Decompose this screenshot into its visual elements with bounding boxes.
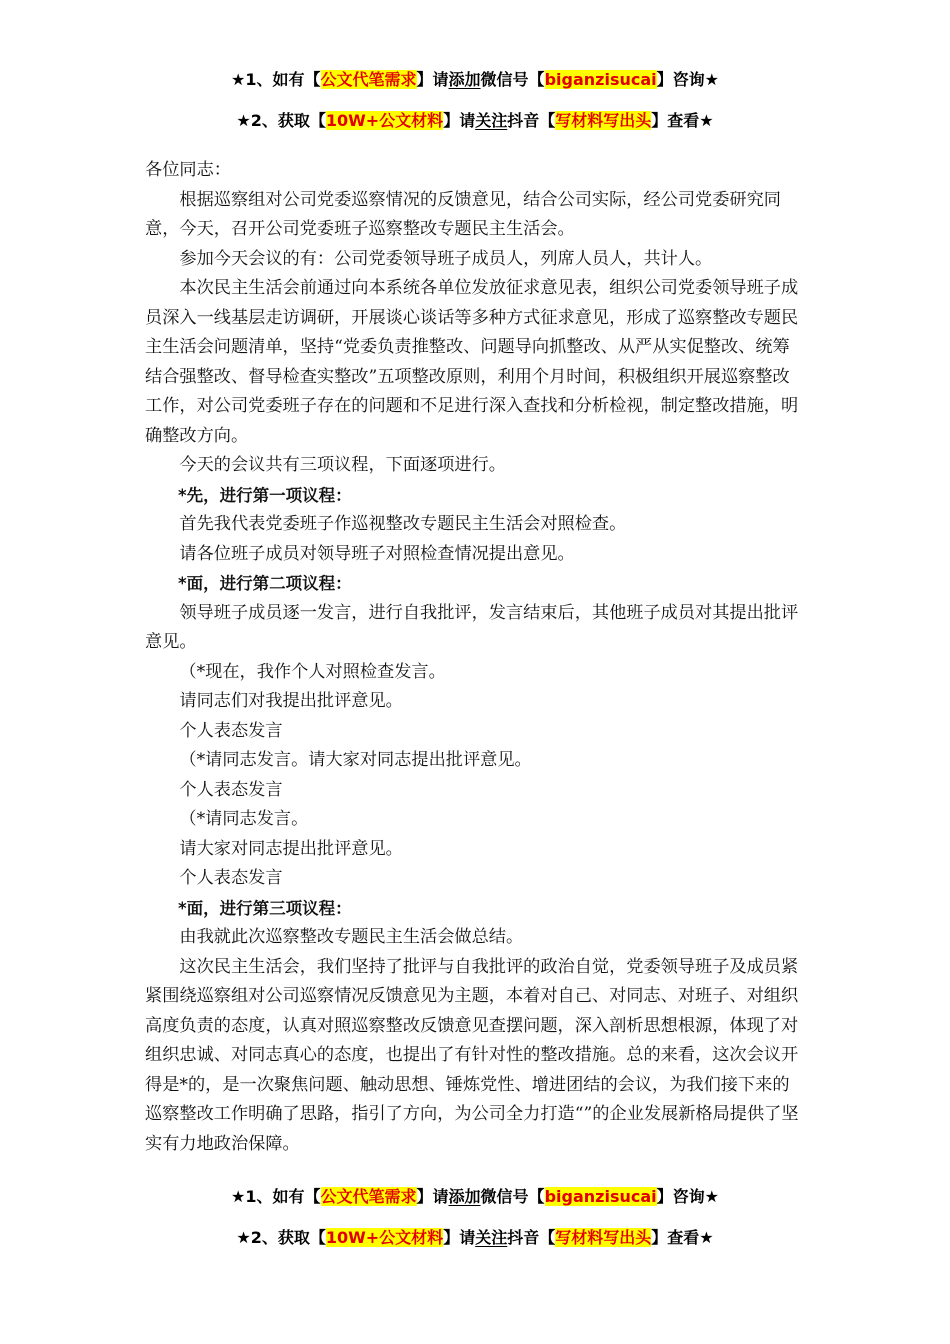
banner-highlight: 10W+公文材料 bbox=[325, 111, 444, 130]
banner-underline: 关注 bbox=[475, 111, 508, 130]
banner-bottom-line2 bbox=[0, 1227, 950, 1249]
paragraph: 今天的会议共有三项议程，下面逐项进行。 bbox=[179, 455, 506, 475]
document-body bbox=[145, 156, 805, 1159]
paragraph: （*现在，我作个人对照检查发言。 bbox=[179, 661, 446, 682]
banner-highlight: biganzisucai bbox=[544, 70, 657, 89]
paragraph: 这次民主生活会，我们坚持了批评与自我批评的政治自觉，党委领导班子及成员紧紧围绕巡察组对公司巡察情况反馈意见为主题，本着对自己、对同志、对班子、对组织高度负责的态度，认真对照巡察整改反馈意见查摆问题，深入剖析思想根源，体现了对组织忠诚、对同志真心的态度，也提出了有针对性的整改措施。总的来看，这次会议开得是*的，是一次聚焦问题、触动思想、锤炼党性、增进团结的会议，为我们接下来的巡察整改工作明确了思路，指引了方向，为公司全力打造“”的企业发展新格局提供了坚实有力地政治保障。 bbox=[145, 956, 799, 1154]
paragraph: 参加今天会议的有：公司党委领导班子成员人，列席人员人，共计人。 bbox=[179, 248, 713, 269]
paragraph: 本次民主生活会前通过向本系统各单位发放征求意见表，组织公司党委领导班子成员深入一线基层走访调研，开展谈心谈话等多种方式征求意见，形成了巡察整改专题民主生活会问题清单，坚持“党委负责推整改、问题导向抓整改、从严从实促整改、统筹结合强整改、督导检查实整改”五项整改原则，利用个月时间，积极组织开展巡察整改工作，对公司党委班子存在的问题和不足进行深入查找和分析检视，制定整改措施，明确整改方向。 bbox=[145, 278, 799, 446]
banner-text: 】查看★ bbox=[651, 1228, 714, 1247]
paragraph: 由我就此次巡察整改专题民主生活会做总结。 bbox=[179, 927, 524, 947]
banner-highlight: 写材料写出头 bbox=[555, 1228, 652, 1247]
banner-highlight: 公文代笔需求 bbox=[320, 70, 417, 89]
banner-text: 抖音【 bbox=[507, 1228, 556, 1247]
banner-highlight: biganzisucai bbox=[544, 1187, 657, 1206]
banner-text: 】查看★ bbox=[651, 111, 714, 130]
agenda-heading-1: *先，进行第一项议程： bbox=[178, 485, 352, 505]
banner-text: ★2、获取【 bbox=[236, 1228, 326, 1247]
paragraph: 根据巡察组对公司党委巡察情况的反馈意见，结合公司实际，经公司党委研究同意，今天，召开公司党委班子巡察整改专题民主生活会。 bbox=[145, 189, 781, 239]
paragraph: 个人表态发言 bbox=[179, 779, 283, 800]
banner-highlight: 写材料写出头 bbox=[555, 111, 652, 130]
banner-text: ★2、获取【 bbox=[236, 111, 326, 130]
agenda-heading-2: *面，进行第二项议程： bbox=[178, 574, 352, 593]
paragraph: 首先我代表党委班子作巡视整改专题民主生活会对照检查。 bbox=[179, 514, 627, 534]
banner-text: 微信号【 bbox=[480, 70, 545, 89]
paragraph: 个人表态发言 bbox=[179, 720, 283, 741]
banner-text: 】咨询★ bbox=[656, 70, 719, 89]
paragraph: （*请同志发言。 bbox=[179, 809, 309, 829]
paragraph: 请各位班子成员对领导班子对照检查情况提出意见。 bbox=[179, 543, 575, 564]
paragraph: 请同志们对我提出批评意见。 bbox=[179, 691, 403, 711]
paragraph: 领导班子成员逐一发言，进行自我批评，发言结束后，其他班子成员对其提出批评意见。 bbox=[145, 602, 799, 652]
banner-underline: 关注 bbox=[475, 1228, 508, 1247]
paragraph: 请大家对同志提出批评意见。 bbox=[179, 838, 403, 859]
banner-underline: 添加 bbox=[448, 70, 481, 89]
banner-text: 抖音【 bbox=[507, 111, 556, 130]
paragraph: 个人表态发言 bbox=[179, 868, 283, 888]
salutation: 各位同志： bbox=[145, 160, 231, 180]
banner-text: 微信号【 bbox=[480, 1187, 545, 1206]
paragraph: （*请同志发言。请大家对同志提出批评意见。 bbox=[179, 750, 532, 770]
banner-text: ★1、如有【 bbox=[231, 1187, 321, 1206]
banner-highlight: 10W+公文材料 bbox=[325, 1228, 444, 1247]
banner-text: 】咨询★ bbox=[656, 1187, 719, 1206]
banner-text: 】请 bbox=[443, 111, 476, 130]
banner-highlight: 公文代笔需求 bbox=[320, 1187, 417, 1206]
banner-text: ★1、如有【 bbox=[231, 70, 321, 89]
banner-text: 】请 bbox=[416, 70, 449, 89]
banner-top-line2 bbox=[0, 110, 950, 132]
banner-text: 】请 bbox=[443, 1228, 476, 1247]
agenda-heading-3: *面，进行第三项议程： bbox=[178, 898, 352, 918]
banner-underline: 添加 bbox=[448, 1187, 481, 1206]
banner-bottom-line1 bbox=[0, 1186, 950, 1208]
banner-top-line1 bbox=[0, 69, 950, 91]
banner-text: 】请 bbox=[416, 1187, 449, 1206]
